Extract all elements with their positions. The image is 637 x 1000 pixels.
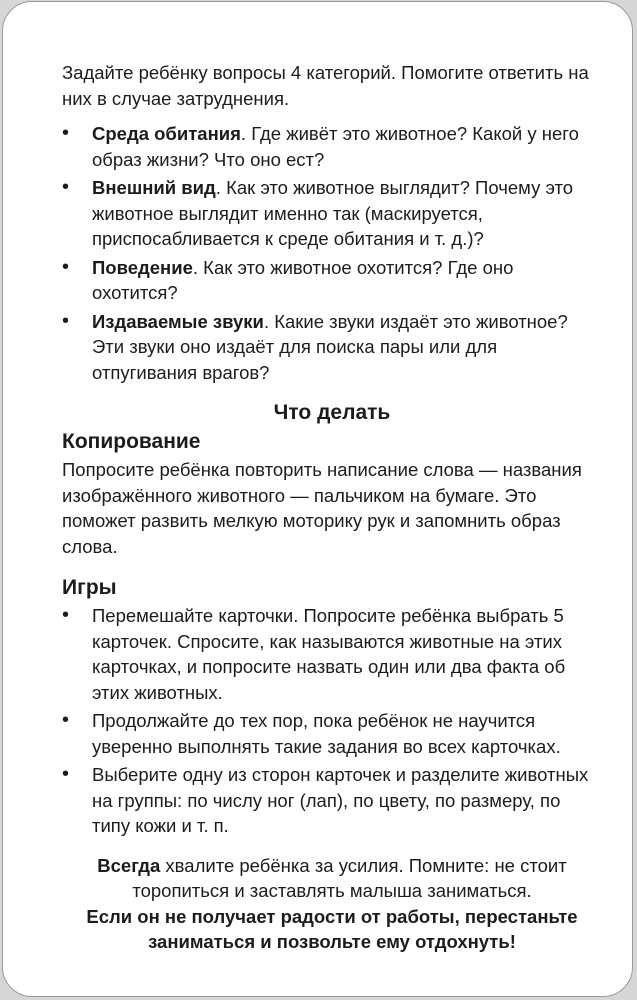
intro-text: Задайте ребёнку вопросы 4 категорий. Помогите ответить на них в случае затруднения.: [62, 62, 589, 109]
closing-lead: Всегда: [97, 854, 161, 876]
category-item: [62, 309, 602, 386]
copy-heading: Копирование: [62, 430, 201, 453]
copy-text: Попросите ребёнка повторить написание слова — названия изображённого животного — пальчиком на бумаге. Это поможет развить мелкую моторику рук и запомнить образ слова.: [62, 459, 582, 557]
category-item: [62, 175, 602, 252]
category-text: . Где живёт это животное? Какой у него образ жизни? Что оно ест?: [92, 123, 579, 170]
category-text: . Как это животное охотится? Где оно охотится?: [92, 256, 514, 303]
question-categories-list: [62, 121, 602, 385]
game-item: • Выберите одну из сторон карточек и разделите животных на группы: по числу ног (лап), по цвету, по размеру, по типу кожи и т. п.: [62, 762, 602, 839]
closing-strong-text: Если он не получает радости от работы, перестаньте заниматься и позвольте ему отдохнуть!: [86, 905, 578, 952]
category-item: [62, 121, 602, 172]
games-list: [62, 603, 602, 839]
game-item: • Продолжайте до тех пор, пока ребёнок не научится уверенно выполнять такие задания во всех карточках.: [62, 708, 602, 759]
card-content: [62, 60, 602, 955]
instruction-card: [2, 1, 633, 997]
closing-text: [62, 853, 602, 904]
category-text: . Как это животное выглядит? Почему это животное выглядит именно так (маскируется, приспосабливается к среде обитания и т. д.)?: [92, 177, 574, 249]
game-item: • Перемешайте карточки. Попросите ребёнка выбрать 5 карточек. Спросите, как называются животные на этих карточках, и попросите назвать один или два факта об этих животных.: [62, 603, 602, 705]
category-term: Среда обитания: [92, 123, 241, 144]
games-heading: Игры: [62, 576, 117, 599]
closing-body: хвалите ребёнка за усилия. Помните: не стоит торопиться и заставлять малыша заниматься.: [132, 854, 567, 901]
category-term: Внешний вид: [92, 177, 216, 198]
category-item: [62, 255, 602, 306]
category-term: Поведение: [92, 256, 193, 278]
what-to-do-heading: Что делать: [273, 401, 391, 424]
category-text: . Какие звуки издаёт это животное? Эти звуки оно издаёт для поиска пары или для отпугивания врагов?: [92, 310, 568, 383]
category-term: Издаваемые звуки: [92, 310, 264, 332]
